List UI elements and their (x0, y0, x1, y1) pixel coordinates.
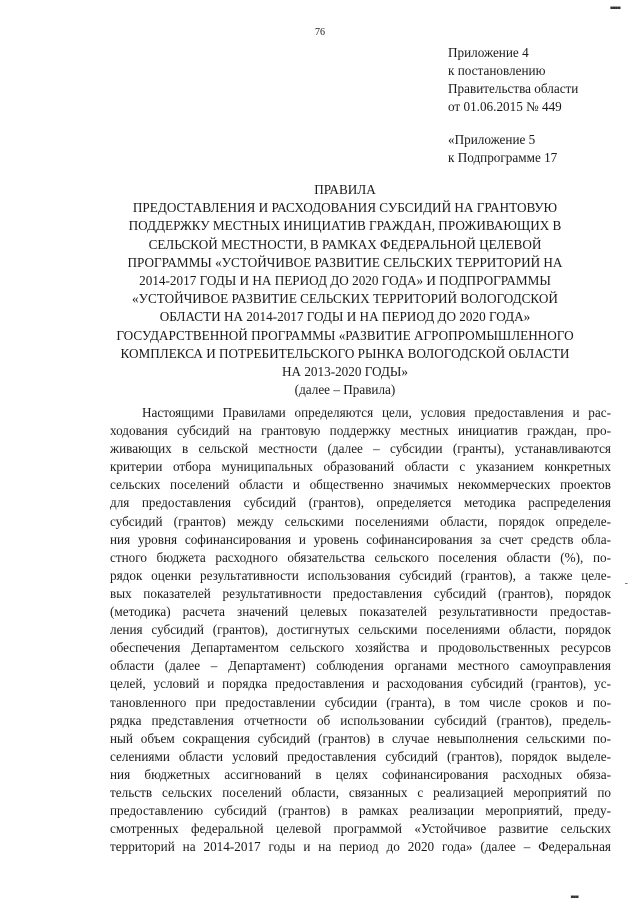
page-number: 76 (315, 27, 325, 38)
body-line: стного бюджета расходного обязательства сельского поселения области (%), по- (110, 549, 611, 565)
appendix-line: к постановлению (448, 63, 546, 78)
sub-appendix-line: «Приложение 5 (448, 132, 536, 147)
body-line: субсидий (грантов) между сельскими поселениями области, порядок определе- (110, 513, 611, 529)
title-line: ПРЕДОСТАВЛЕНИЯ И РАСХОДОВАНИЯ СУБСИДИЙ НА ГРАНТОВУЮ (132, 200, 558, 216)
title-line: ПОДДЕРЖКУ МЕСТНЫХ ИНИЦИАТИВ ГРАЖДАН, ПРОЖИВАЮЩИХ В (128, 218, 562, 234)
title-line: НА 2013-2020 ГОДЫ» (281, 364, 409, 380)
body-line: тельств сельских поселений области, связанных с реализацией мероприятий по (110, 784, 611, 800)
body-line: для предоставления субсидий (грантов), определяется методика распределения (110, 495, 611, 511)
body-line: ния уровня софинансирования и уровень софинансирования за счет средств обла- (110, 531, 611, 547)
appendix-line: Приложение 4 (448, 45, 529, 60)
body-line: ния бюджетных ассигнований в целях софинансирования расходных обяза- (110, 766, 611, 782)
title-line: ПРАВИЛА (314, 182, 376, 197)
body-line: территорий на 2014-2017 годы и на период до 2020 года» (далее – Федеральная (110, 839, 611, 855)
sub-appendix-header (448, 131, 557, 167)
sub-appendix-line: к Подпрограмме 17 (448, 150, 558, 165)
title-line: (далее – Правила) (294, 382, 396, 398)
body-line: целей, условий и порядка предоставления и расходования субсидий (грантов), ус- (110, 676, 611, 692)
appendix-line: Правительства области (448, 81, 579, 96)
body-line: вых показателей результативности предоставления субсидий (грантов), порядок (110, 585, 611, 601)
body-line: живающих в сельской местности (далее – субсидии (гранты), устанавливаются (110, 441, 611, 457)
title-line: КОМПЛЕКСА И ПОТРЕБИТЕЛЬСКОГО РЫНКА ВОЛОГОДСКОЙ ОБЛАСТИ (120, 345, 570, 361)
body-line: тановленного при предоставлении субсидии (гранта), в том числе сроков и по- (110, 694, 611, 710)
appendix-line: от 01.06.2015 № 449 (448, 99, 562, 114)
appendix-header (448, 44, 578, 116)
body-line: области (далее – Департамент) соблюдения органами местного самоуправления (110, 658, 611, 674)
body-line: критерии отбора муниципальных образований области с указанием конкретных (110, 459, 611, 475)
body-line: (методика) расчета значений целевых показателей результативности предостав- (110, 604, 611, 620)
rules-title (80, 181, 610, 399)
body-line: селениями области условий предоставления субсидий (грантов), порядок выделе- (110, 748, 611, 764)
body-line: Настоящими Правилами определяются цели, условия предоставления и рас- (142, 405, 611, 420)
body-line: сельских поселений области и общественно значимых некоммерческих проектов (110, 477, 611, 493)
body-line: смотренных федеральной целевой программой «Устойчивое развитие сельских (110, 821, 611, 837)
title-line: 2014-2017 ГОДЫ И НА ПЕРИОД ДО 2020 ГОДА» И ПОДПРОГРАММЫ (139, 273, 551, 289)
body-line: рядка представления отчетности об использовании субсидий (грантов), предель- (110, 712, 611, 728)
body-line: обеспечения Департаментом сельского хозяйства и продовольственных ресурсов (110, 640, 611, 656)
body-line: рядок оценки результативности использования субсидий (грантов), а также целе- (110, 567, 611, 583)
body-line: ный объем сокращения субсидий (грантов) в случае невыполнения сельскими по- (110, 730, 611, 746)
body-line: предоставлению субсидий (грантов) в рамках реализации мероприятий, преду- (110, 803, 611, 819)
title-line: «УСТОЙЧИВОЕ РАЗВИТИЕ СЕЛЬСКИХ ТЕРРИТОРИЙ ВОЛОГОДСКОЙ (132, 291, 558, 307)
title-line: ГОСУДАРСТВЕННОЙ ПРОГРАММЫ «РАЗВИТИЕ АГРОПРОМЫШЛЕННОГО (116, 327, 574, 343)
title-line: ПРОГРАММЫ «УСТОЙЧИВОЕ РАЗВИТИЕ СЕЛЬСКИХ ТЕРРИТОРИЙ НА (127, 254, 563, 270)
scan-mark-bottom: ▪▪▪ (570, 892, 578, 903)
body-line: ходования субсидий на грантовую поддержку местных инициатив граждан, про- (110, 423, 611, 439)
scan-mark-top: ▪▪▪▪ (609, 3, 620, 14)
margin-mark: - (624, 578, 628, 589)
title-line: СЕЛЬСКОЙ МЕСТНОСТИ, В РАМКАХ ФЕДЕРАЛЬНОЙ ЦЕЛЕВОЙ (148, 236, 542, 252)
title-line: ОБЛАСТИ НА 2014-2017 ГОДЫ И НА ПЕРИОД ДО 2020 ГОДА» (159, 309, 531, 325)
body-line: ления субсидий (грантов), достигнутых сельскими поселениями области, порядок (110, 622, 611, 638)
body-paragraph (110, 404, 611, 856)
